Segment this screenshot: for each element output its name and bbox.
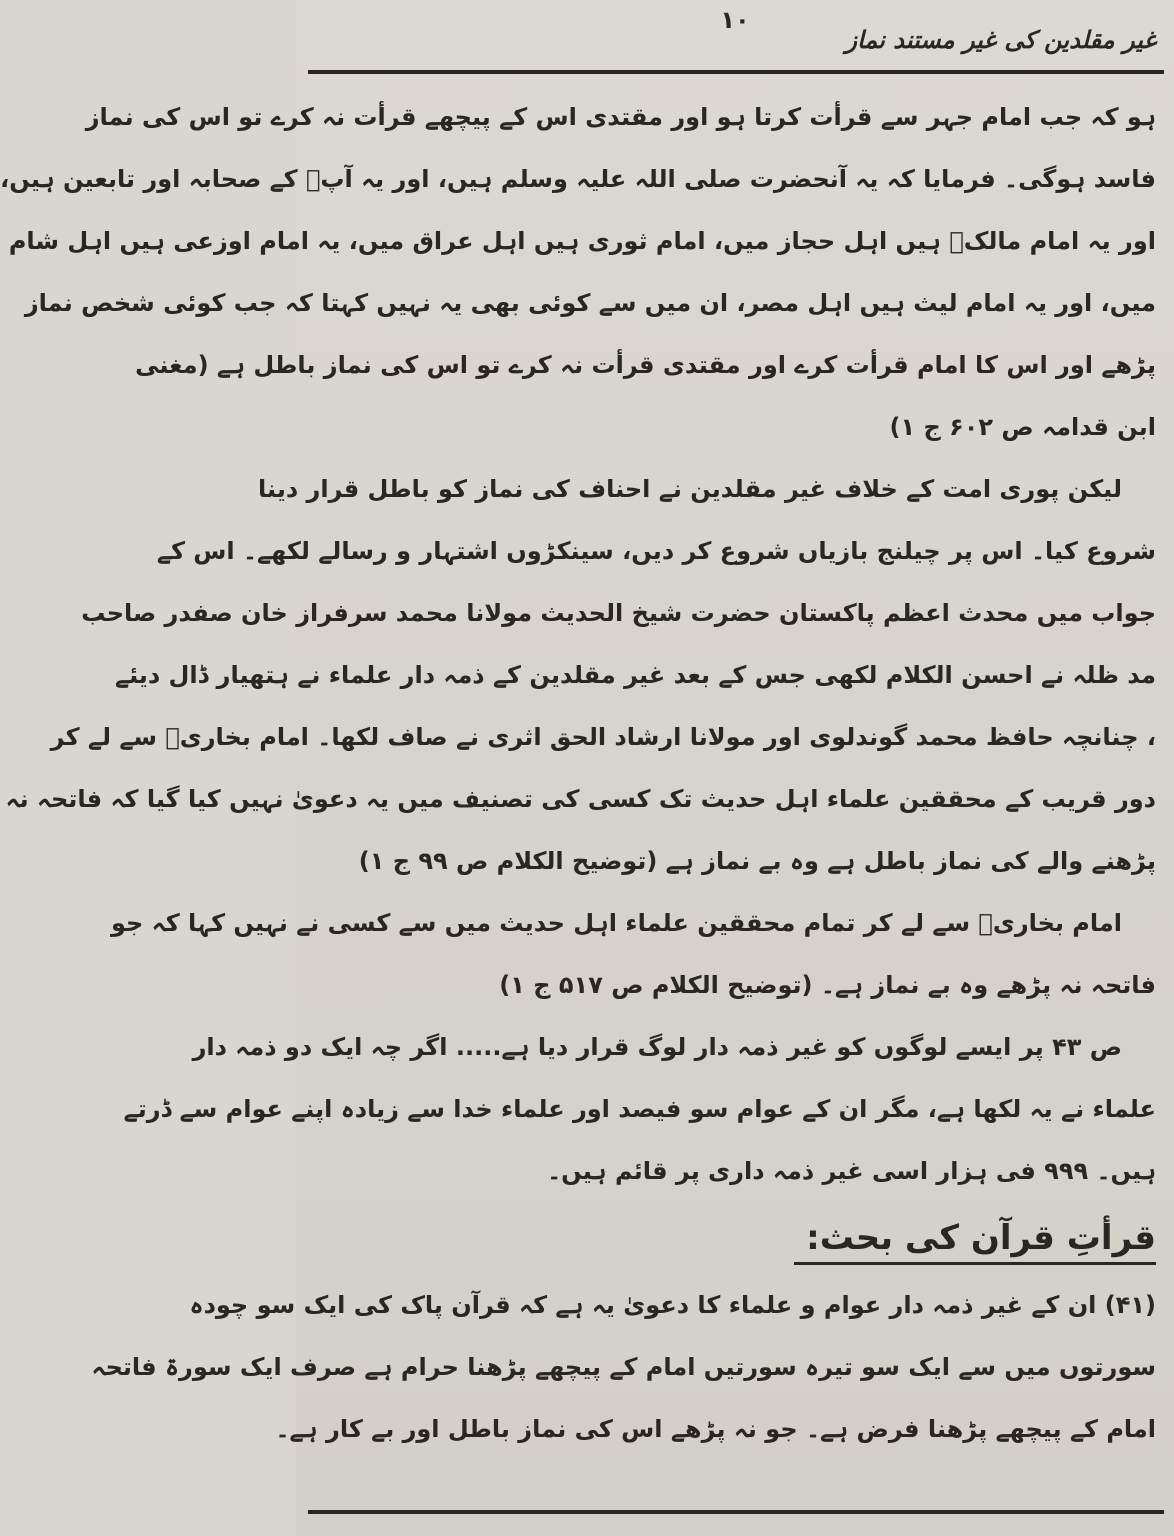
- citation-line: فاتحہ نہ پڑھے وہ بے نماز ہے۔ (توضیح الکلام ص ۵۱۷ ج ۱): [499, 971, 1156, 999]
- text-line: امام کے پیچھے پڑھنا فرض ہے۔ جو نہ پڑھے اس کی نماز باطل اور بے کار ہے۔: [275, 1415, 1156, 1443]
- text-line: دور قریب کے محققین علماء اہل حدیث تک کسی کی تصنیف میں یہ دعویٰ نہیں کیا گیا کہ فاتحہ نہ: [5, 785, 1156, 813]
- text-line: ہو کہ جب امام جہر سے قرأت کرتا ہو اور مقتدی اس کے پیچھے قرأت نہ کرے تو اس کی نماز: [85, 103, 1156, 131]
- text-line: پڑھے اور اس کا امام قرأت کرے اور مقتدی قرأت نہ کرے تو اس کی نماز باطل ہے (مغنی: [135, 351, 1156, 379]
- footer-rule: [308, 1510, 1164, 1514]
- body-text: [0, 86, 1156, 1460]
- citation-line: پڑھنے والے کی نماز باطل ہے وہ بے نماز ہے (توضیح الکلام ص ۹۹ ج ۱): [358, 847, 1156, 875]
- text-line: سورتوں میں سے ایک سو تیرہ سورتیں امام کے پیچھے پڑھنا حرام ہے صرف ایک سورۃ فاتحہ: [91, 1353, 1156, 1381]
- running-header-title: غیر مقلدین کی غیر مستند نماز: [845, 26, 1156, 54]
- text-line: امام بخاریؒ سے لے کر تمام محققین علماء اہل حدیث میں سے کسی نے نہیں کہا کہ جو: [110, 909, 1122, 937]
- text-line: جواب میں محدث اعظم پاکستان حضرت شیخ الحدیث مولانا محمد سرفراز خان صفدر صاحب: [81, 599, 1156, 627]
- text-line: (۴۱) ان کے غیر ذمہ دار عوام و علماء کا دعویٰ یہ ہے کہ قرآن پاک کی ایک سو چودہ: [189, 1291, 1156, 1319]
- section-heading-text: قرأتِ قرآن کی بحث:: [794, 1214, 1156, 1265]
- paragraph-ummah: [5, 458, 1156, 892]
- page-number: ۱۰: [720, 6, 750, 34]
- text-line: ص ۴۳ پر ایسے لوگوں کو غیر ذمہ دار لوگ قرار دیا ہے..... اگر چہ ایک دو ذمہ دار: [192, 1033, 1122, 1061]
- text-line: ، چنانچہ حافظ محمد گوندلوی اور مولانا ارشاد الحق اثری نے صاف لکھا۔ امام بخاریؒ سے لے کر: [50, 723, 1156, 751]
- paragraph-continuation: [0, 86, 1156, 458]
- text-line: لیکن پوری امت کے خلاف غیر مقلدین نے احناف کی نماز کو باطل قرار دینا: [258, 475, 1122, 503]
- text-line: علماء نے یہ لکھا ہے، مگر ان کے عوام سو فیصد اور علماء خدا سے زیادہ اپنے عوام سے ڈرتے: [123, 1095, 1156, 1123]
- paragraph-page-43: [123, 1016, 1156, 1202]
- text-line: ہیں۔ ۹۹۹ فی ہزار اسی غیر ذمہ داری پر قائم ہیں۔: [547, 1157, 1156, 1185]
- paragraph-bukhari: [110, 892, 1156, 1016]
- paragraph-41: [91, 1274, 1156, 1460]
- section-heading: [314, 1202, 1156, 1274]
- text-line: فاسد ہوگی۔ فرمایا کہ یہ آنحضرت صلی اللہ علیہ وسلم ہیں، اور یہ آپؐ کے صحابہ اور تابعین ہیں،: [0, 165, 1156, 193]
- text-line: میں، اور یہ امام لیث ہیں اہل مصر، ان میں سے کوئی بھی یہ نہیں کہتا کہ جب کوئی شخص نماز: [24, 289, 1156, 317]
- citation-line: ابن قدامہ ص ۶۰۲ ج ۱): [889, 413, 1156, 441]
- text-line: اور یہ امام مالکؒ ہیں اہل حجاز میں، امام ثوری ہیں اہل عراق میں، یہ امام اوزعی ہیں اہل شام: [8, 227, 1156, 255]
- header-rule: [308, 70, 1164, 74]
- text-line: مد ظلہ نے احسن الکلام لکھی جس کے بعد غیر مقلدین کے ذمہ دار علماء نے ہتھیار ڈال دیئے: [115, 661, 1156, 689]
- text-line: شروع کیا۔ اس پر چیلنج بازیاں شروع کر دیں، سینکڑوں اشتہار و رسالے لکھے۔ اس کے: [156, 537, 1156, 565]
